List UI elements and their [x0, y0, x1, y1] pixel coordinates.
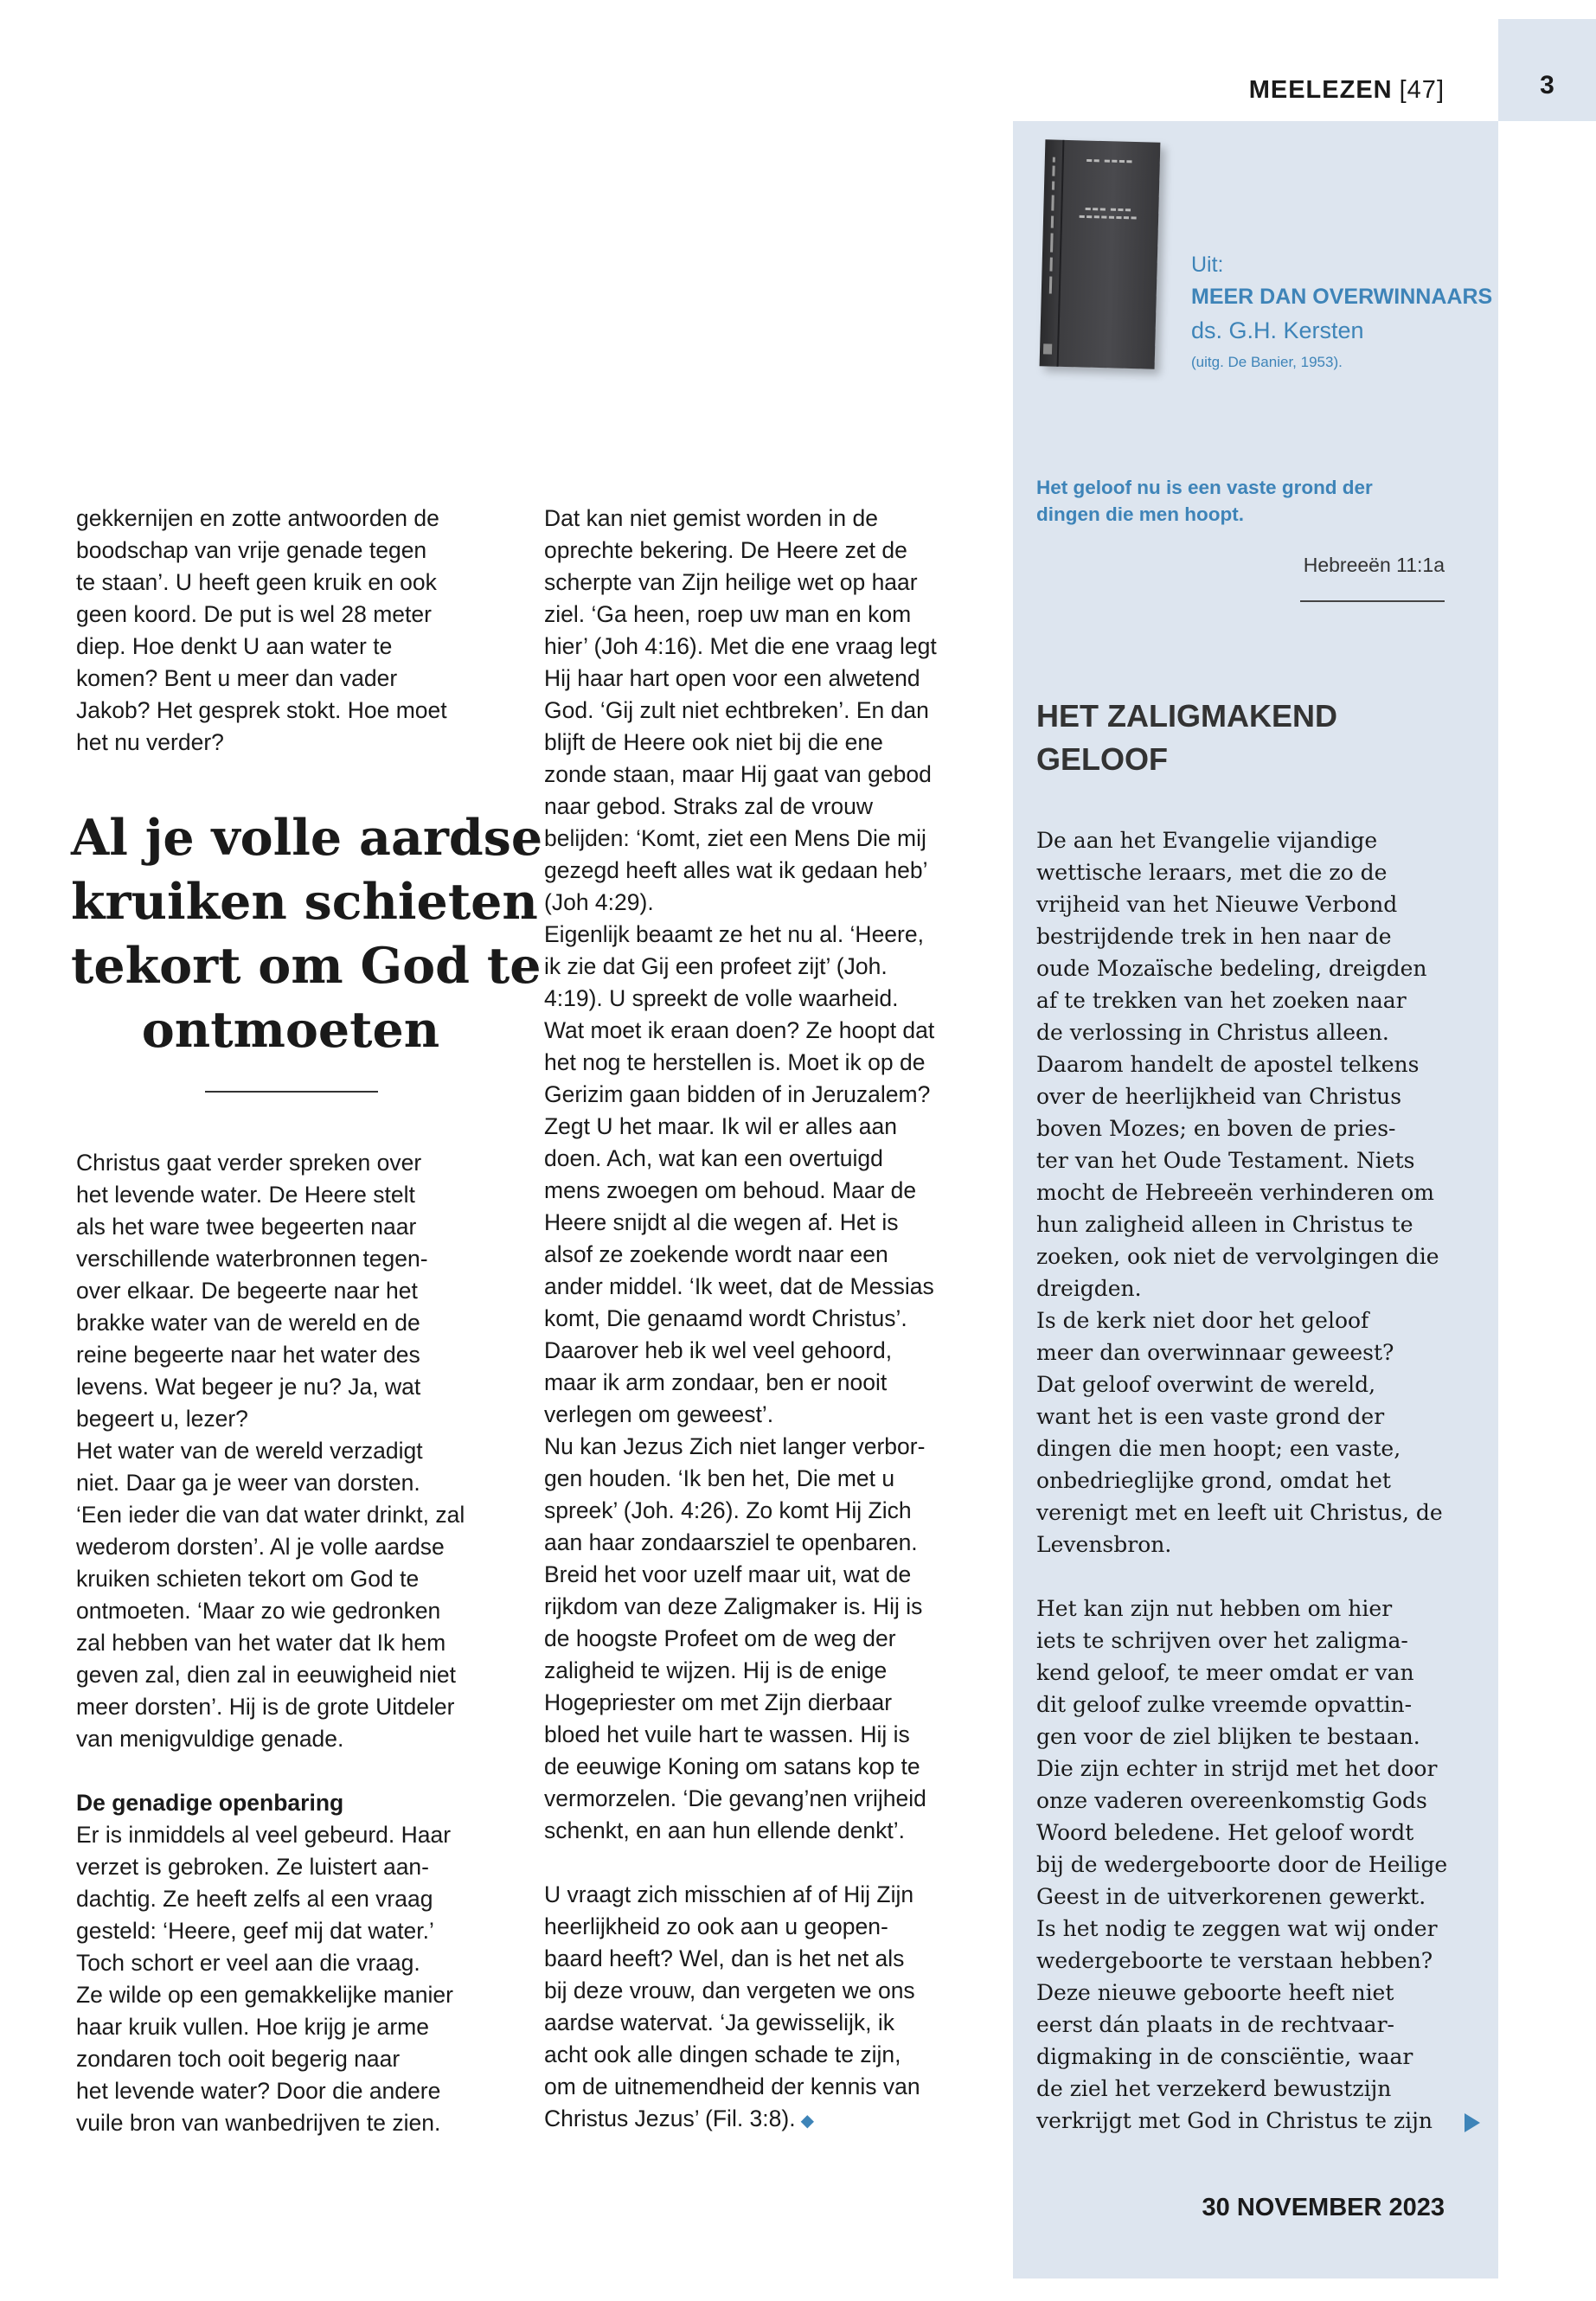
text-line: Jakob? Het gesprek stokt. Hoe moet: [76, 697, 447, 723]
text-line: verlegen om geweest’.: [544, 1401, 774, 1427]
text-line: De aan het Evangelie vijandige: [1036, 828, 1378, 853]
text-line: ik zie dat Gij een profeet zijt’ (Joh.: [544, 953, 888, 979]
text-line: naar gebod. Straks zal de vrouw: [544, 793, 874, 819]
text-line: wederom dorsten’. Al je volle aardse: [76, 1534, 445, 1560]
text-line: het levende water? Door die andere: [76, 2078, 441, 2104]
text-line: aan haar zondaarsziel te openbaren.: [544, 1529, 918, 1555]
text-line: verschillende waterbronnen tegen-: [76, 1246, 428, 1272]
text-line: U vraagt zich misschien af of Hij Zijn: [544, 1881, 914, 1907]
text-line: als het ware twee begeerten naar: [76, 1214, 417, 1240]
text-line: komt, Die genaamd wordt Christus’.: [544, 1305, 907, 1331]
text-line: het nu verder?: [76, 729, 224, 755]
text-line: zonde staan, maar Hij gaat van gebod: [544, 761, 932, 787]
sidebar-text: [1036, 824, 1447, 2137]
text-line: onbedrieglijke grond, omdat het: [1036, 1468, 1391, 1493]
text-line: want het is een vaste grond der: [1036, 1404, 1385, 1429]
pull-quote-line: Al je volle aardse: [71, 809, 543, 867]
text-line: Is het nodig te zeggen wat wij onder: [1036, 1916, 1438, 1941]
text-line: alsof ze zoekende wordt naar een: [544, 1241, 888, 1267]
text-line: wettische leraars, met die zo de: [1036, 860, 1388, 885]
text-line: hier’ (Joh 4:16). Met die ene vraag legt: [544, 633, 937, 659]
text-line: begeert u, lezer?: [76, 1406, 248, 1432]
text-line: haar kruik vullen. Hoe krijg je arme: [76, 2014, 429, 2040]
text-line: Woord beledene. Het geloof wordt: [1036, 1820, 1414, 1845]
text-line: bij de wedergeboorte door de Heilige: [1036, 1852, 1448, 1877]
text-line: Toch schort er veel aan die vraag.: [76, 1950, 420, 1976]
verse-rule: [1300, 600, 1445, 602]
source-author: ds. G.H. Kersten: [1191, 317, 1364, 343]
text-line: ander middel. ‘Ik weet, dat de Messias: [544, 1273, 934, 1299]
text-line: zal hebben van het water dat Ik hem: [76, 1630, 446, 1656]
text-line: Deze nieuwe geboorte heeft niet: [1036, 1980, 1394, 2005]
pull-quote-line: ontmoeten: [141, 1001, 440, 1059]
pull-quote: [71, 806, 543, 1062]
text-line: doen. Ach, wat kan een overtuigd: [544, 1145, 883, 1171]
text-line: mocht de Hebreeën verhinderen om: [1036, 1180, 1434, 1205]
text-line: Dat kan niet gemist worden in de: [544, 505, 878, 531]
text-line: om de uitnemendheid der kennis van: [544, 2073, 920, 2099]
heading-line: GELOOF: [1036, 741, 1168, 777]
source-title: MEER DAN OVERWINNAARS: [1191, 285, 1493, 309]
book-cover-title-mark: ▬▬▬ ▬▬▬ ▬▬▬▬▬▬▬▬: [1078, 204, 1138, 222]
text-line: bij deze vrouw, dan vergeten we ons: [544, 1977, 915, 2003]
text-line: 4:19). U spreekt de volle waarheid.: [544, 985, 899, 1011]
text-line: gen voor de ziel blijken te bestaan.: [1036, 1724, 1420, 1749]
text-line: levens. Wat begeer je nu? Ja, wat: [76, 1374, 421, 1400]
text-line: de ziel het verzekerd bewustzijn: [1036, 2076, 1392, 2101]
text-line: (Joh 4:29).: [544, 889, 654, 915]
pull-quote-line: tekort om God te: [71, 937, 542, 995]
text-line: dachtig. Ze heeft zelfs al een vraag: [76, 1886, 433, 1912]
text-line: Het water van de wereld verzadigt: [76, 1438, 423, 1464]
text-line: kend geloof, te meer omdat er van: [1036, 1660, 1414, 1685]
text-line: blijft de Heere ook niet bij die ene: [544, 729, 883, 755]
text-line: vrijheid van het Nieuwe Verbond: [1036, 892, 1398, 917]
text-line: Er is inmiddels al veel gebeurd. Haar: [76, 1822, 452, 1848]
text-line: Eigenlijk beaamt ze het nu al. ‘Heere,: [544, 921, 924, 947]
text-line: Breid het voor uzelf maar uit, wat de: [544, 1561, 912, 1587]
sidebar-heading: [1036, 695, 1337, 781]
text-line: over de heerlijkheid van Christus: [1036, 1084, 1402, 1109]
text-line: God. ‘Gij zult niet echtbreken’. En dan: [544, 697, 929, 723]
text-line: Geest in de uitverkorenen gewerkt.: [1036, 1884, 1426, 1909]
text-line: acht ook alle dingen schade te zijn,: [544, 2041, 901, 2067]
text-line: zondaren toch ooit begerig naar: [76, 2046, 401, 2072]
paragraph-gap: [76, 1755, 465, 1787]
verse-reference: Hebreeën 11:1a: [1303, 554, 1445, 576]
text-line: zaligheid te wijzen. Hij is de enige: [544, 1657, 888, 1683]
text-line: de verlossing in Christus alleen.: [1036, 1020, 1389, 1045]
paragraph-gap: [1036, 1561, 1447, 1593]
running-head: [1249, 76, 1445, 105]
text-line: Hij haar hart open voor een alwetend: [544, 665, 920, 691]
text-line: iets te schrijven over het zaligma-: [1036, 1628, 1408, 1653]
text-line: Zegt U het maar. Ik wil er alles aan: [544, 1113, 897, 1139]
text-line: baard heeft? Wel, dan is het net als: [544, 1945, 905, 1971]
text-line: geven zal, dien zal in eeuwigheid niet: [76, 1662, 457, 1688]
text-line: Het kan zijn nut hebben om hier: [1036, 1596, 1393, 1621]
text-line: spreek’ (Joh. 4:26). Zo komt Hij Zich: [544, 1497, 912, 1523]
text-line: geen koord. De put is wel 28 meter: [76, 601, 432, 627]
text-line: verzet is gebroken. Ze luistert aan-: [76, 1854, 429, 1880]
source-citation: [1191, 249, 1492, 377]
column2-body: [544, 503, 937, 2138]
text-line: gekkernijen en zotte antwoorden de: [76, 505, 439, 531]
text-line: van menigvuldige genade.: [76, 1726, 344, 1752]
text-line: verkrijgt met God in Christus te zijn: [1036, 2108, 1433, 2133]
bible-verse: [1036, 474, 1373, 528]
text-line: scherpte van Zijn heilige wet op haar: [544, 569, 918, 595]
text-line: ‘Een ieder die van dat water drinkt, zal: [76, 1502, 465, 1528]
text-line: reine begeerte naar het water des: [76, 1342, 420, 1368]
text-line: gen houden. ‘Ik ben het, Die met u: [544, 1465, 895, 1491]
text-line: het nog te herstellen is. Moet ik op de: [544, 1049, 926, 1075]
text-line: eerst dán plaats in de rechtvaar-: [1036, 2012, 1394, 2037]
text-line: gezegd heeft alles wat ik gedaan heb’: [544, 857, 928, 883]
text-line: Christus gaat verder spreken over: [76, 1150, 422, 1176]
text-line: dit geloof zulke vreemde opvattin-: [1036, 1692, 1413, 1717]
text-line: kruiken schieten tekort om God te: [76, 1566, 420, 1592]
text-line: Daarover heb ik wel veel gehoord,: [544, 1337, 893, 1363]
page-number: 3: [1540, 71, 1554, 99]
text-line: Die zijn echter in strijd met het door: [1036, 1756, 1438, 1781]
verse-line: dingen die men hoopt.: [1036, 503, 1244, 525]
column1-body: [76, 1147, 465, 2139]
text-line: het levende water. De Heere stelt: [76, 1182, 415, 1208]
source-label: Uit:: [1191, 253, 1224, 277]
text-line: de eeuwige Koning om satans kop te: [544, 1753, 920, 1779]
text-line: de hoogste Profeet om de weg der: [544, 1625, 896, 1651]
issue-number: [47]: [1399, 76, 1445, 104]
text-line: gesteld: ‘Heere, geef mij dat water.’: [76, 1918, 434, 1944]
text-line: oude Mozaïsche bedeling, dreigden: [1036, 956, 1427, 981]
text-line: ter van het Oude Testament. Niets: [1036, 1148, 1415, 1173]
text-line: Hogepriester om met Zijn dierbaar: [544, 1689, 893, 1715]
text-line: boven Mozes; en boven de pries-: [1036, 1116, 1396, 1141]
text-line: meer dan overwinnaar geweest?: [1036, 1340, 1394, 1365]
text-line: bestrijdende trek in hen naar de: [1036, 924, 1392, 949]
text-line: oprechte bekering. De Heere zet de: [544, 537, 907, 563]
text-line: schenkt, en aan hun ellende denkt’.: [544, 1817, 905, 1843]
text-line: Gerizim gaan bidden of in Jeruzalem?: [544, 1081, 931, 1107]
text-line: Daarom handelt de apostel telkens: [1036, 1052, 1420, 1077]
text-line: Ze wilde op een gemakkelijke manier: [76, 1982, 453, 2008]
subheading: De genadige openbaring: [76, 1790, 344, 1816]
text-line: diep. Hoe denkt U aan water te: [76, 633, 393, 659]
text-line: niet. Daar ga je weer van dorsten.: [76, 1470, 420, 1496]
text-line: brakke water van de wereld en de: [76, 1310, 420, 1336]
text-line: dingen die men hoopt; een vaste,: [1036, 1436, 1401, 1461]
text-line: vuile bron van wanbedrijven te zien.: [76, 2110, 441, 2136]
page-number-tab: [1498, 19, 1596, 121]
text-line: aardse watervat. ‘Ja gewisselijk, ik: [544, 2009, 895, 2035]
text-line: rijkdom van deze Zaligmaker is. Hij is: [544, 1593, 923, 1619]
text-line: dreigden.: [1036, 1276, 1142, 1301]
text-line: zoeken, ook niet de vervolgingen die: [1036, 1244, 1439, 1269]
text-line: boodschap van vrije genade tegen: [76, 537, 427, 563]
text-line: Heere snijdt al die wegen af. Het is: [544, 1209, 899, 1235]
verse-line: Het geloof nu is een vaste grond der: [1036, 477, 1373, 498]
text-line: Christus Jezus’ (Fil. 3:8). ◆: [544, 2106, 814, 2131]
continue-arrow-icon: [1465, 2113, 1480, 2132]
text-line: meer dorsten’. Hij is de grote Uitdeler: [76, 1694, 455, 1720]
book-cover-image: [1040, 139, 1161, 369]
text-line: maar ik arm zondaar, ben er nooit: [544, 1369, 888, 1395]
source-publisher: (uitg. De Banier, 1953).: [1191, 354, 1343, 370]
book-cover-author-mark: ▬▬ ▬▬▬▬: [1086, 156, 1134, 165]
text-line: af te trekken van het zoeken naar: [1036, 988, 1407, 1013]
text-line: Is de kerk niet door het geloof: [1036, 1308, 1369, 1333]
text-line: Wat moet ik eraan doen? Ze hoopt dat: [544, 1017, 935, 1043]
text-line: vermorzelen. ‘Die gevang’nen vrijheid: [544, 1785, 926, 1811]
text-line: over elkaar. De begeerte naar het: [76, 1278, 418, 1304]
paragraph-gap: [544, 1847, 937, 1879]
pull-quote-rule: [205, 1091, 378, 1093]
section-name: MEELEZEN: [1248, 76, 1393, 104]
issue-date: 30 NOVEMBER 2023: [1202, 2194, 1445, 2221]
text-line: hun zaligheid alleen in Christus te: [1036, 1212, 1413, 1237]
publisher-logo: [1043, 343, 1052, 354]
text-line: komen? Bent u meer dan vader: [76, 665, 398, 691]
column1-intro: [76, 503, 447, 759]
heading-line: HET ZALIGMAKEND: [1036, 698, 1337, 734]
text-line: Levensbron.: [1036, 1532, 1172, 1557]
text-line: Dat geloof overwint de wereld,: [1036, 1372, 1376, 1397]
text-line: bloed het vuile hart te wassen. Hij is: [544, 1721, 910, 1747]
text-line: onze vaderen overeenkomstig Gods: [1036, 1788, 1427, 1813]
text-line: mens zwoegen om behoud. Maar de: [544, 1177, 917, 1203]
text-line: te staan’. U heeft geen kruik en ook: [76, 569, 437, 595]
text-line: digmaking in de consciëntie, waar: [1036, 2044, 1413, 2069]
text-line: ontmoeten. ‘Maar zo wie gedronken: [76, 1598, 441, 1624]
text-line: ziel. ‘Ga heen, roep uw man en kom: [544, 601, 912, 627]
pull-quote-line: kruiken schieten: [71, 873, 538, 931]
text-line: Nu kan Jezus Zich niet langer verbor-: [544, 1433, 926, 1459]
end-mark-icon: ◆: [800, 2112, 814, 2131]
text-line: wedergeboorte te verstaan hebben?: [1036, 1948, 1433, 1973]
text-line: heerlijkheid zo ook aan u geopen-: [544, 1913, 888, 1939]
text-line: verenigt met en leeft uit Christus, de: [1036, 1500, 1443, 1525]
text-line: belijden: ‘Komt, ziet een Mens Die mij: [544, 825, 926, 851]
